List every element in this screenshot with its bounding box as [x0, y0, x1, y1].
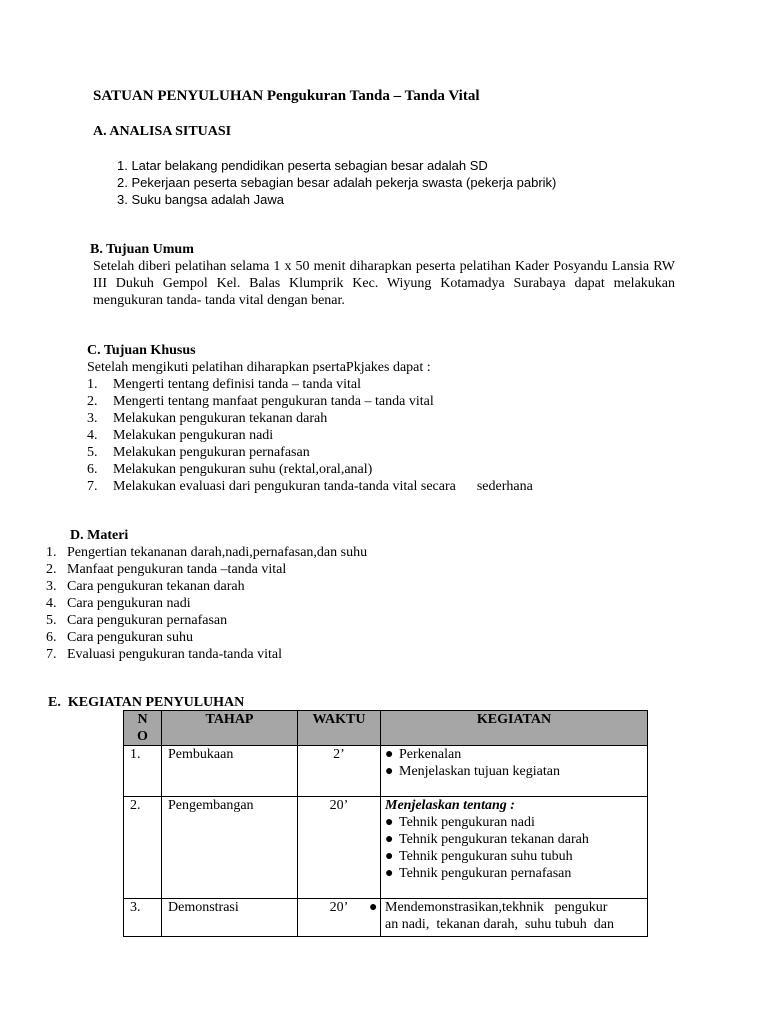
list-text: Melakukan pengukuran suhu (rektal,oral,anal) [113, 462, 373, 477]
header-no-line2: O [137, 729, 148, 744]
bullet-icon: ● [385, 832, 394, 847]
table-row [124, 797, 648, 899]
header-no-line1: N [137, 712, 148, 727]
list-text: Mengerti tentang definisi tanda – tanda vital [113, 377, 362, 392]
list-number: 4. [46, 596, 57, 611]
list-item [46, 595, 367, 612]
section-b-heading: B. Tujuan Umum [90, 242, 194, 257]
section-d-heading: D. Materi [70, 528, 129, 543]
cell-waktu: 20’ [298, 797, 381, 899]
list-item: 3. Suku bangsa adalah Jawa [117, 192, 284, 207]
list-number: 6. [87, 462, 98, 477]
cell-no: 1. [124, 746, 162, 797]
list-text: Pengertian tekananan darah,nadi,pernafasan,dan suhu [67, 545, 368, 560]
list-number: 2. [87, 394, 98, 409]
list-number: 6. [46, 630, 57, 645]
bullet-item [385, 763, 641, 780]
kegiatan-lead: Menjelaskan tentang : [385, 798, 515, 813]
list-number: 1. [87, 377, 98, 392]
cell-kegiatan [381, 797, 648, 899]
section-a-list [117, 157, 556, 208]
list-item [87, 427, 533, 444]
list-item [46, 561, 367, 578]
header-kegiatan: KEGIATAN [381, 711, 648, 746]
bullet-text: Mendemonstrasikan,tekhnik pengukur [385, 900, 608, 915]
list-item [46, 646, 367, 663]
list-text: Evaluasi pengukuran tanda-tanda vital [67, 647, 282, 662]
list-number: 5. [87, 445, 98, 460]
list-number: 7. [87, 479, 98, 494]
list-text: Cara pengukuran pernafasan [67, 613, 228, 628]
list-text: Melakukan evaluasi dari pengukuran tanda-tanda vital secara sederhana [113, 479, 533, 494]
bullet-text: Tehnik pengukuran pernafasan [399, 866, 572, 881]
list-text: Cara pengukuran tekanan darah [67, 579, 245, 594]
cell-tahap: Pembukaan [162, 746, 298, 797]
list-text: Mengerti tentang manfaat pengukuran tanda – tanda vital [113, 394, 434, 409]
table-row [124, 746, 648, 797]
cell-kegiatan [369, 899, 648, 937]
list-item [46, 578, 367, 595]
section-c-intro: Setelah mengikuti pelatihan diharapkan psertaPkjakes dapat : [87, 360, 431, 375]
list-text: Melakukan pengukuran nadi [113, 428, 274, 443]
cell-tahap: Pengembangan [162, 797, 298, 899]
cell-no: 2. [124, 797, 162, 899]
list-item: 1. Latar belakang pendidikan peserta sebagian besar adalah SD [117, 158, 488, 173]
bullet-icon: ● [385, 815, 394, 830]
list-item: 2. Pekerjaan peserta sebagian besar adalah pekerja swasta (pekerja pabrik) [117, 175, 557, 190]
bullet-icon: ● [385, 866, 394, 881]
section-d-list [46, 544, 367, 663]
list-item [87, 478, 533, 495]
cell-waktu: 20’ [298, 899, 381, 937]
list-text: Cara pengukuran nadi [67, 596, 191, 611]
table-header-row [124, 711, 648, 746]
bullet-icon: ● [369, 900, 378, 915]
bullet-text: Tehnik pengukuran nadi [399, 815, 535, 830]
table-row [124, 899, 648, 937]
cell-tahap: Demonstrasi [162, 899, 298, 937]
section-c-list [87, 376, 533, 495]
list-number: 2. [46, 562, 57, 577]
list-text: Melakukan pengukuran pernafasan [113, 445, 310, 460]
bullet-text: Tehnik pengukuran tekanan darah [399, 832, 589, 847]
bullet-item [369, 899, 641, 916]
list-number: 4. [87, 428, 98, 443]
bullet-icon: ● [385, 747, 394, 762]
bullet-icon: ● [385, 764, 394, 779]
section-b-paragraph: Setelah diberi pelatihan selama 1 x 50 menit diharapkan peserta pelatihan Kader Posyandu Lansia RW III Dukuh Gempol Kel. Balas Klumprik Kec. Wiyung Kotamadya Surabaya dapat melakukan mengukuran tanda- tanda vital dengan benar. [93, 259, 675, 308]
bullet-text: Tehnik pengukuran suhu tubuh [399, 849, 573, 864]
list-item [46, 612, 367, 629]
section-c-heading: C. Tujuan Khusus [87, 343, 196, 358]
kegiatan-table [123, 710, 648, 937]
bullet-item [385, 848, 641, 865]
list-item [46, 629, 367, 646]
section-e-heading: E. KEGIATAN PENYULUHAN [48, 695, 245, 710]
list-text: Cara pengukuran suhu [67, 630, 193, 645]
bullet-text-continued: an nadi, tekanan darah, suhu tubuh dan [385, 917, 614, 932]
list-item [87, 393, 533, 410]
cell-no: 3. [124, 899, 162, 937]
header-waktu: WAKTU [298, 711, 381, 746]
list-number: 3. [46, 579, 57, 594]
bullet-text: Perkenalan [399, 747, 462, 762]
cell-kegiatan [381, 746, 648, 797]
bullet-item [385, 831, 641, 848]
bullet-item [385, 814, 641, 831]
list-number: 7. [46, 647, 57, 662]
bullet-icon: ● [385, 849, 394, 864]
list-number: 1. [46, 545, 57, 560]
list-item [87, 410, 533, 427]
list-number: 3. [87, 411, 98, 426]
list-item [87, 376, 533, 393]
bullet-item [385, 746, 641, 763]
list-item [87, 461, 533, 478]
bullet-text: Menjelaskan tujuan kegiatan [399, 764, 560, 779]
list-text: Manfaat pengukuran tanda –tanda vital [67, 562, 287, 577]
bullet-item [385, 865, 641, 882]
list-item [87, 444, 533, 461]
list-number: 5. [46, 613, 57, 628]
section-a-heading: A. ANALISA SITUASI [93, 124, 232, 139]
header-tahap: TAHAP [162, 711, 298, 746]
list-text: Melakukan pengukuran tekanan darah [113, 411, 328, 426]
header-no [124, 711, 162, 746]
document-title: SATUAN PENYULUHAN Pengukuran Tanda – Tanda Vital [93, 88, 480, 104]
cell-waktu: 2’ [298, 746, 381, 797]
list-item [46, 544, 367, 561]
